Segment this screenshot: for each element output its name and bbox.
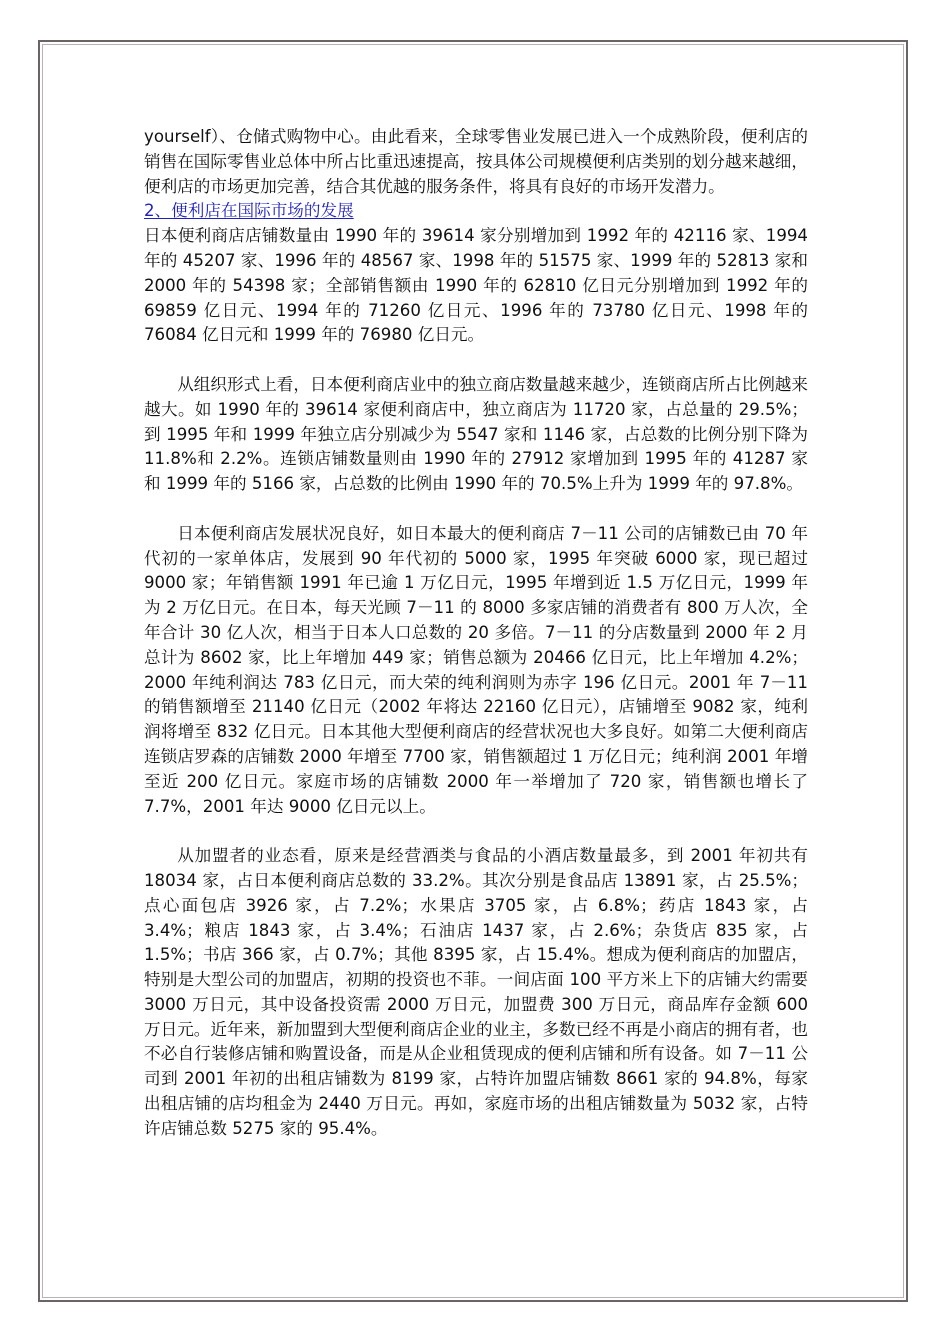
document-body (144, 125, 808, 1142)
paragraph-seven-eleven: 日本便利商店发展状况良好，如日本最大的便利商店 7－11 公司的店铺数已由 70 年代初的一家单体店，发展到 90 年代初的 5000 家，1995 年突破 6000 家，现已超过 9000 家；年销售额 1991 年已逾 1 万亿日元，1995 年增到近 1.5 万亿日元，1999 年为 2 万亿日元。在日本，每天光顾 7－11 的 8000 多家店铺的消费者有 800 万人次，全年合计 30 亿人次，相当于日本人口总数的 20 多倍。7－11 的分店数量到 2000 年 2 月总计为 8602 家，比上年增加 449 家；销售总额为 20466 亿日元，比上年增加 4.2%；2000 年纯利润达 783 亿日元，而大荣的纯利润则为赤字 196 亿日元。2001 年 7－11 的销售额增至 21140 亿日元（2002 年将达 22160 亿日元），店铺增至 9082 家，纯利润将增至 832 亿日元。日本其他大型便利商店的经营状况也大多良好。如第二大便利商店连锁店罗森的店铺数 2000 年增至 7700 家，销售额超过 1 万亿日元；纯利润 2001 年增至近 200 亿日元。家庭市场的店铺数 2000 年一举增加了 720 家，销售额也增长了 7.7%，2001 年达 9000 亿日元以上。 (144, 523, 808, 816)
paragraph-store-counts: 日本便利商店店铺数量由 1990 年的 39614 家分别增加到 1992 年的 42116 家、1994 年的 45207 家、1996 年的 48567 家、1998 年的 51575 家、1999 年的 52813 家和 2000 年的 54398 家；全部销售额由 1990 年的 62810 亿日元分别增加到 1992 年的 69859 亿日元、1994 年的 71260 亿日元、1996 年的 73780 亿日元、1998 年的 76084 亿日元和 1999 年的 76980 亿日元。 (144, 226, 808, 345)
intro-paragraph: yourself）、仓储式购物中心。由此看来，全球零售业发展已进入一个成熟阶段，便利店的销售在国际零售业总体中所占比重迅速提高，按具体公司规模便利店类别的划分越来越细，便利店的市场更加完善，结合其优越的服务条件，将具有良好的市场开发潜力。 (144, 127, 808, 196)
paragraph-gap (144, 497, 808, 522)
paragraph-organization-form: 从组织形式上看，日本便利商店业中的独立商店数量越来越少，连锁商店所占比例越来越大。如 1990 年的 39614 家便利商店中，独立商店为 11720 家，占总量的 29.5%；到 1995 年和 1999 年独立店分别减少为 5547 家和 1146 家，占总数的比例分别下降为 11.8%和 2.2%。连锁店铺数量则由 1990 年的 27912 家增加到 1995 年的 41287 家和 1999 年的 5166 家，占总数的比例由 1990 年的 70.5%上升为 1999 年的 97.8%。 (144, 374, 808, 494)
paragraph-gap (144, 348, 808, 373)
paragraph-gap (144, 819, 808, 844)
section-heading: 2、便利店在国际市场的发展 (144, 201, 354, 221)
paragraph-franchisees: 从加盟者的业态看，原来是经营酒类与食品的小酒店数量最多，到 2001 年初共有 18034 家，占日本便利商店总数的 33.2%。其次分别是食品店 13891 家，占 25.5%；点心面包店 3926 家，占 7.2%；水果店 3705 家，占 6.8%；药店 1843 家，占 3.4%；粮店 1843 家，占 3.4%；石油店 1437 家，占 2.6%；杂货店 835 家，占 1.5%；书店 366 家，占 0.7%；其他 8395 家，占 15.4%。想成为便利商店的加盟店，特别是大型公司的加盟店，初期的投资也不菲。一间店面 100 平方米上下的店铺大约需要 3000 万日元，其中设备投资需 2000 万日元，加盟费 300 万日元，商品库存金额 600 万日元。近年来，新加盟到大型便利商店企业的业主，多数已经不再是小商店的拥有者，也不必自行装修店铺和购置设备，而是从企业租赁现成的便利店铺和所有设备。如 7－11 公司到 2001 年初的出租店铺数为 8199 家，占特许加盟店铺数 8661 家的 94.8%，每家出租店铺的店均租金为 2440 万日元。再如，家庭市场的出租店铺数量为 5032 家，占特许店铺总数 5275 家的 95.4%。 (144, 846, 808, 1138)
